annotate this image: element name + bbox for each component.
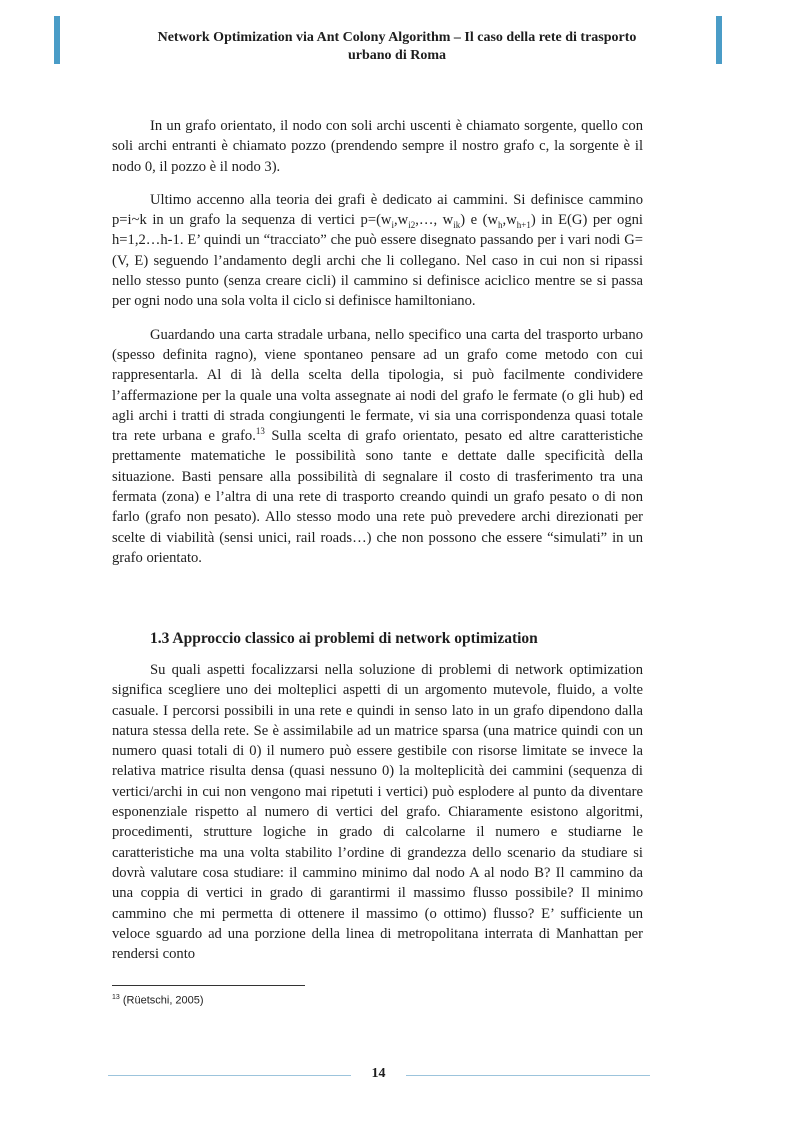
subscript: ik xyxy=(453,220,461,231)
text-run: ,w xyxy=(393,212,409,229)
page-number: 14 xyxy=(371,1066,386,1081)
text-run: ,w xyxy=(502,212,517,229)
paragraph-carta-stradale xyxy=(112,325,643,569)
text-run: Ultimo accenno alla teoria dei grafi è dedicato ai cammini. Si definisce cammino p=i~k in un grafo la sequenza di vertici p=(w xyxy=(112,191,643,229)
footnote xyxy=(112,994,204,1007)
body-text xyxy=(112,116,643,581)
footer-rule-right xyxy=(406,1075,650,1076)
subscript: i2 xyxy=(408,220,416,231)
running-header-line-1: Network Optimization via Ant Colony Algorithm – Il caso della rete di trasporto xyxy=(157,30,637,45)
footnote-divider xyxy=(112,985,305,986)
text-run: ,…, w xyxy=(415,212,454,229)
text-run: Guardando una carta stradale urbana, nello specifico una carta del trasporto urbano (spesso definita ragno), viene spontaneo pensare ad un grafo come metodo con cui rappresentarla. Al di là della scelta della tipologia, si può facilmente condividere l’affermazione per la quale una volta assegnate ai nodi del grafo le fermate (o gli hub) ed agli archi i tratti di strada congiungenti le fermate, vi sia una corrispondenza quasi totale tra rete urbana e grafo. xyxy=(112,326,643,445)
paragraph-sorgente-pozzo: In un grafo orientato, il nodo con soli archi uscenti è chiamato sorgente, quello con soli archi entranti è chiamato pozzo (prendendo sempre il nostro grafo c, la sorgente è il nodo 0, il pozzo è il nodo 3). xyxy=(112,118,643,175)
footer-rule-left xyxy=(108,1075,351,1076)
text-run: ) e (w xyxy=(460,212,499,229)
footnote-number: 13 xyxy=(112,994,120,1001)
paragraph-network-optimization: Su quali aspetti focalizzarsi nella soluzione di problemi di network optimization significa scegliere uno dei molteplici aspetti di un argomento mutevole, fluido, a volte casuale. I percorsi possibili in una rete e quindi in senso lato in un grafo dipendono dalla natura stessa della rete. Se è assimilabile ad un matrice sparsa (una matrice quindi con un numero quasi totali di 0) il numero può essere gestibile con risorse limitate se invece la relativa matrice risulta densa (quasi nessuno 0) la molteplicità dei cammini (sequenza di vertici/archi in cui non vengono mai ripetuti i vertici) può esplodere al punto da diventare esponenziale rispetto al numero di vertici del grafo. Chiaramente esistono algoritmi, procedimenti, strutture logiche in grado di calcolarne il numero e studiarne le caratteristiche ma una volta stabilito l’ordine di grandezza dello scenario da studiare si dovrà valutare cosa studiare: il cammino minimo dal nodo A al nodo B? Il cammino da una coppia di vertici in grado di garantirmi il massimo flusso possibile? Il minimo cammino che mi permetta di ottenere il massimo (o ottimo) flusso? E’ sufficiente un veloce sguardo ad una porzione della linea di metropolitana interrata di Manhattan per rendersi conto xyxy=(112,662,643,963)
running-header-line-2: urbano di Roma xyxy=(347,48,447,63)
header-accent-bar-left xyxy=(54,16,60,64)
footnote-reference[interactable]: 13 xyxy=(255,426,265,437)
paragraph-cammini xyxy=(112,190,643,312)
footnote-text: (Rüetschi, 2005) xyxy=(119,994,204,1007)
subscript: h+1 xyxy=(516,220,531,231)
running-header xyxy=(110,29,684,65)
subscript: h xyxy=(498,220,503,231)
text-run: ) in E(G) per ogni h=1,2…h-1. E’ quindi un “tracciato” che può essere disegnato passando per i vari nodi G=(V, E) seguendo l’andamento degli archi che li collegano. Nel caso in cui non si ripassi nello stesso punto (senza creare cicli) il cammino si definisce aciclico mentre se si passa per ogni nodo una sola volta il ciclo si definisce hamiltoniano. xyxy=(112,212,643,310)
text-run: Sulla scelta di grafo orientato, pesato ed altre caratteristiche prettamente matematiche le possibilità sono tante e dettate dalle specificità della situazione. Basti pensare alla possibilità di segnalare il costo di trasferimento tra una fermata (zona) e l’altra di una rete di trasporto creando quindi un grafo pesato o di non farlo (grafo non pesato). Allo stesso modo una rete può prevedere archi direzionati per scelte di viabilità (sensi unici, rail roads…) che non possono che essere “simulati” in un grafo orientato. xyxy=(112,428,643,566)
subscript: i xyxy=(391,220,394,231)
section-heading: 1.3 Approccio classico ai problemi di network optimization xyxy=(150,630,538,647)
section-body xyxy=(112,660,643,977)
header-accent-bar-right xyxy=(716,16,722,64)
